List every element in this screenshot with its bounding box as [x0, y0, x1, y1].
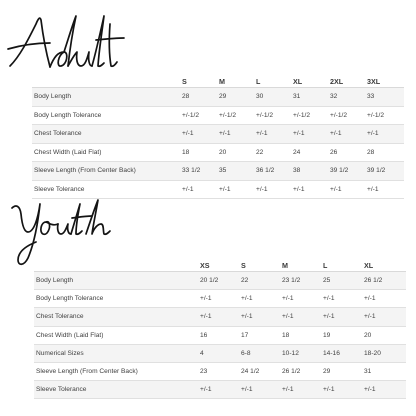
table-cell: +/-1	[219, 180, 256, 199]
youth-size-table	[34, 256, 406, 399]
table-row	[32, 106, 404, 125]
table-cell: 23	[200, 362, 241, 380]
table-cell: +/-1	[182, 125, 219, 144]
column-header: XS	[200, 256, 241, 272]
table-cell: 28	[367, 143, 404, 162]
table-cell: 26	[330, 143, 367, 162]
table-cell: +/-1	[241, 290, 282, 308]
row-label: Sleeve Tolerance	[32, 180, 182, 199]
table-cell: +/-1	[256, 125, 293, 144]
column-header: S	[182, 72, 219, 88]
column-header: XL	[293, 72, 330, 88]
table-cell: 39 1/2	[367, 162, 404, 181]
table-cell: +/-1	[200, 381, 241, 399]
row-label: Chest Tolerance	[32, 125, 182, 144]
column-header: M	[282, 256, 323, 272]
table-cell: 33	[367, 88, 404, 107]
row-label: Sleeve Tolerance	[34, 381, 200, 399]
adult-size-table	[32, 72, 404, 199]
table-cell: +/-1	[182, 180, 219, 199]
row-label: Chest Width (Laid Flat)	[32, 143, 182, 162]
row-label: Chest Tolerance	[34, 308, 200, 326]
table-cell: +/-1	[323, 308, 364, 326]
table-cell: +/-1	[200, 308, 241, 326]
table-cell: 4	[200, 344, 241, 362]
row-label: Body Length Tolerance	[34, 290, 200, 308]
column-header: L	[323, 256, 364, 272]
table-cell: +/-1/2	[293, 106, 330, 125]
table-cell: 24	[293, 143, 330, 162]
column-header	[32, 72, 182, 88]
table-cell: 25	[323, 272, 364, 290]
table-cell: +/-1	[364, 308, 406, 326]
row-label: Body Length Tolerance	[32, 106, 182, 125]
table-cell: 26 1/2	[282, 362, 323, 380]
column-header: S	[241, 256, 282, 272]
table-cell: 32	[330, 88, 367, 107]
table-cell: 20	[364, 326, 406, 344]
table-cell: 31	[293, 88, 330, 107]
row-label: Numerical Sizes	[34, 344, 200, 362]
column-header: XL	[364, 256, 406, 272]
table-cell: +/-1	[330, 180, 367, 199]
table-header-row	[34, 256, 406, 272]
table-cell: 22	[256, 143, 293, 162]
table-cell: 22	[241, 272, 282, 290]
table-cell: 18	[282, 326, 323, 344]
column-header: M	[219, 72, 256, 88]
table-cell: +/-1/2	[367, 106, 404, 125]
table-cell: +/-1	[282, 381, 323, 399]
row-label: Sleeve Length (From Center Back)	[34, 362, 200, 380]
table-row	[34, 344, 406, 362]
table-row	[32, 125, 404, 144]
table-cell: 31	[364, 362, 406, 380]
table-cell: +/-1	[364, 381, 406, 399]
column-header: 2XL	[330, 72, 367, 88]
table-cell: +/-1	[367, 180, 404, 199]
table-cell: +/-1	[293, 180, 330, 199]
table-cell: 36 1/2	[256, 162, 293, 181]
row-label: Body Length	[34, 272, 200, 290]
table-cell: +/-1/2	[219, 106, 256, 125]
table-cell: +/-1	[241, 381, 282, 399]
table-cell: 16	[200, 326, 241, 344]
table-cell: +/-1	[282, 308, 323, 326]
table-cell: +/-1/2	[256, 106, 293, 125]
table-cell: +/-1	[256, 180, 293, 199]
table-row	[32, 143, 404, 162]
table-row	[34, 308, 406, 326]
table-cell: 24 1/2	[241, 362, 282, 380]
table-cell: 33 1/2	[182, 162, 219, 181]
table-cell: 6-8	[241, 344, 282, 362]
table-cell: +/-1	[293, 125, 330, 144]
table-cell: 18	[182, 143, 219, 162]
table-cell: 23 1/2	[282, 272, 323, 290]
table-row	[34, 362, 406, 380]
table-cell: +/-1	[219, 125, 256, 144]
table-cell: 19	[323, 326, 364, 344]
table-header-row	[32, 72, 404, 88]
table-cell: 29	[219, 88, 256, 107]
table-cell: 20	[219, 143, 256, 162]
table-row	[34, 290, 406, 308]
table-row	[34, 272, 406, 290]
table-cell: +/-1	[367, 125, 404, 144]
table-cell: 29	[323, 362, 364, 380]
table-cell: +/-1/2	[330, 106, 367, 125]
row-label: Chest Width (Laid Flat)	[34, 326, 200, 344]
table-cell: 28	[182, 88, 219, 107]
table-row	[32, 88, 404, 107]
table-cell: 35	[219, 162, 256, 181]
adult-title	[6, 10, 126, 72]
table-row	[32, 162, 404, 181]
table-cell: 39 1/2	[330, 162, 367, 181]
row-label: Body Length	[32, 88, 182, 107]
table-cell: 38	[293, 162, 330, 181]
table-cell: 20 1/2	[200, 272, 241, 290]
column-header	[34, 256, 200, 272]
table-cell: +/-1	[200, 290, 241, 308]
table-row	[34, 381, 406, 399]
table-cell: 30	[256, 88, 293, 107]
table-cell: +/-1	[241, 308, 282, 326]
table-row	[34, 326, 406, 344]
table-cell: +/-1	[323, 381, 364, 399]
table-cell: +/-1	[330, 125, 367, 144]
table-cell: +/-1/2	[182, 106, 219, 125]
table-cell: 10-12	[282, 344, 323, 362]
table-cell: +/-1	[323, 290, 364, 308]
table-cell: +/-1	[364, 290, 406, 308]
table-cell: 18-20	[364, 344, 406, 362]
column-header: 3XL	[367, 72, 404, 88]
row-label: Sleeve Length (From Center Back)	[32, 162, 182, 181]
table-cell: +/-1	[282, 290, 323, 308]
table-cell: 14-16	[323, 344, 364, 362]
table-cell: 26 1/2	[364, 272, 406, 290]
column-header: L	[256, 72, 293, 88]
table-cell: 17	[241, 326, 282, 344]
